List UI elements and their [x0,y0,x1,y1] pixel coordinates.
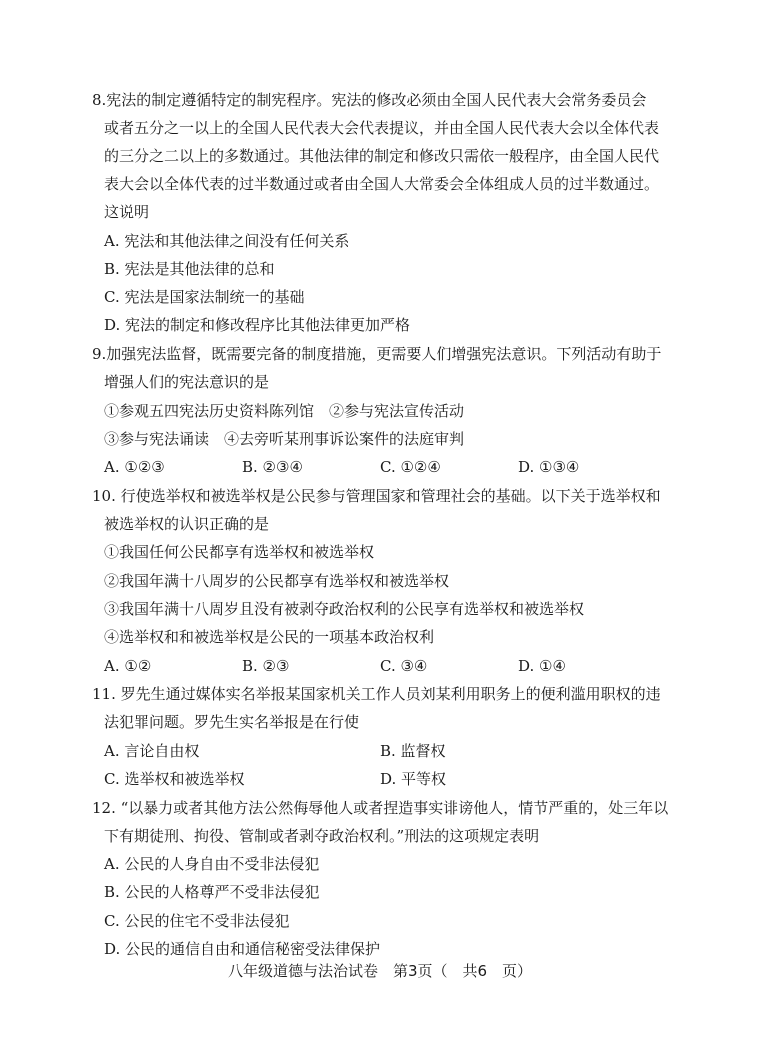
statement-item: ③参与宪法诵读 ④去旁听某刑事诉讼案件的法庭审判 [104,430,465,448]
question-stem-line: 被选举权的认识正确的是 [104,515,270,533]
question-stem-line: 这说明 [104,203,150,221]
statement-item: ③我国年满十八周岁且没有被剥夺政治权利的公民享有选举权和被选举权 [104,600,585,618]
question-stem-line: 的三分之二以上的多数通过。其他法律的制定和修改只需依一般程序，由全国人民代 [104,147,660,165]
question-stem-line: 11. 罗先生通过媒体实名举报某国家机关工作人员刘某利用职务上的便利滥用职权的违 [92,685,661,703]
question-stem-line: 8.宪法的制定遵循特定的制宪程序。宪法的修改必须由全国人民代表大会常务委员会 [92,91,647,109]
option-d: D. 宪法的制定和修改程序比其他法律更加严格 [104,316,411,334]
option-d: D. ①③④ [518,458,580,476]
statement-item: ①我国任何公民都享有选举权和被选举权 [104,543,375,561]
page-footer: 八年级道德与法治试卷 第3页（ 共6 页） [227,962,533,980]
option-b: B. ②③ [242,657,290,675]
option-c: C. ③④ [380,657,428,675]
option-c: C. ①②④ [380,458,441,476]
option-c: C. 选举权和被选举权 [104,770,245,788]
statement-item: ②我国年满十八周岁的公民都享有选举权和被选举权 [104,572,450,590]
question-stem-line: 下有期徒刑、拘役、管制或者剥夺政治权利。”刑法的这项规定表明 [104,827,540,845]
option-c: C. 宪法是国家法制统一的基础 [104,288,305,306]
question-stem-line: 或者五分之一以上的全国人民代表大会代表提议，并由全国人民代表大会以全体代表 [104,119,660,137]
option-a: A. 言论自由权 [104,742,200,760]
option-b: B. 宪法是其他法律的总和 [104,260,275,278]
option-d: D. 公民的通信自由和通信秘密受法律保护 [104,940,381,958]
question-stem-line: 12. “以暴力或者其他方法公然侮辱他人或者捏造事实诽谤他人，情节严重的，处三年以 [92,799,669,817]
option-b: B. 公民的人格尊严不受非法侵犯 [104,883,320,901]
option-a: A. 宪法和其他法律之间没有任何关系 [104,232,350,250]
statement-item: ④选举权和和被选举权是公民的一项基本政治权利 [104,628,435,646]
option-a: A. 公民的人身自由不受非法侵犯 [104,855,320,873]
option-d: D. ①④ [518,657,566,675]
question-stem-line: 法犯罪问题。罗先生实名举报是在行使 [104,713,360,731]
option-b: B. ②③④ [242,458,303,476]
question-stem-line: 增强人们的宪法意识的是 [104,373,270,391]
question-stem-line: 9.加强宪法监督，既需要完备的制度措施，更需要人们增强宪法意识。下列活动有助于 [92,345,662,363]
question-stem-line: 10. 行使选举权和被选举权是公民参与管理国家和管理社会的基础。以下关于选举权和 [92,487,661,505]
option-a: A. ①② [104,657,152,675]
option-d: D. 平等权 [380,770,447,788]
option-c: C. 公民的住宅不受非法侵犯 [104,912,290,930]
option-a: A. ①②③ [104,458,165,476]
statement-item: ①参观五四宪法历史资料陈列馆 ②参与宪法宣传活动 [104,402,465,420]
question-stem-line: 表大会以全体代表的过半数通过或者由全国人大常委会全体组成人员的过半数通过。 [104,175,660,193]
option-b: B. 监督权 [380,742,446,760]
